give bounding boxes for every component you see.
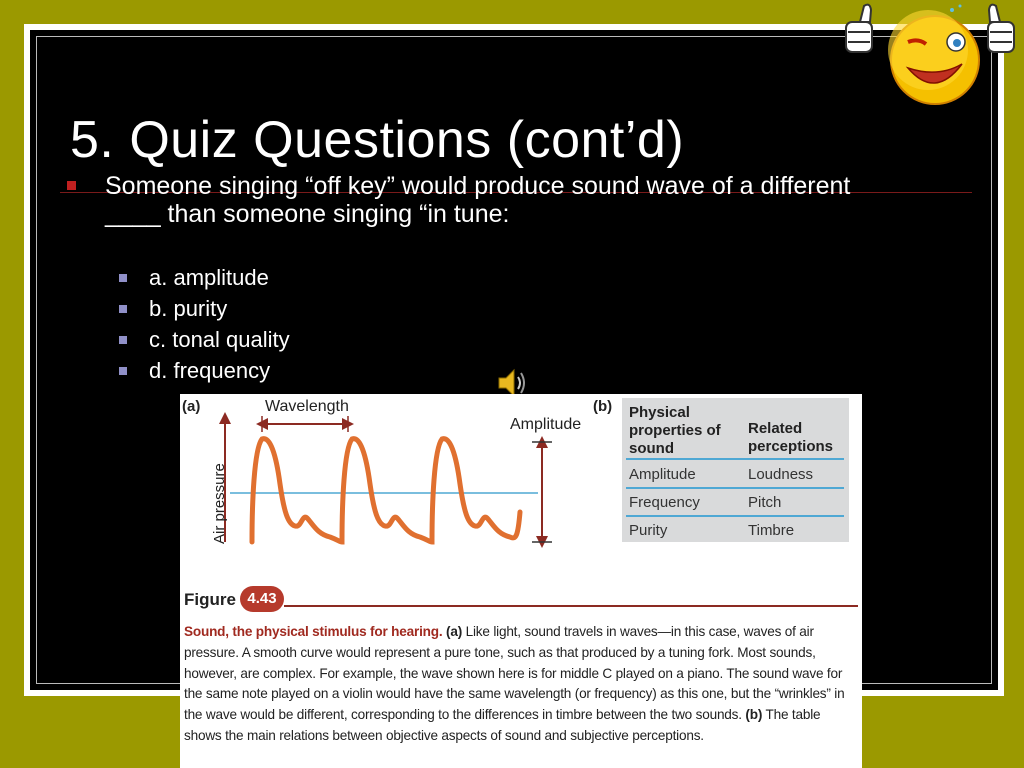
option-d: d. frequency bbox=[118, 355, 290, 386]
sub-bullet-marker bbox=[119, 305, 127, 313]
sound-properties-table bbox=[622, 398, 849, 542]
answer-options bbox=[118, 262, 290, 386]
figure-caption: Sound, the physical stimulus for hearing. (a) Like light, sound travels in waves—in this case, waves of air pressure. A smooth curve would represent a pure tone, such as that produced by a tuning fork. Most sounds, however, are complex. For example, the wave shown here is for middle C played on a piano. The sound wave for the same note played on a violin would have the same wavelength (or frequency) as this one, but the “wrinkles” in the wave would be different, corresponding to the differences in timbre between the two sounds. (b) The table shows the main relations between objective aspects of sound and subjective perceptions. bbox=[184, 624, 845, 743]
table-row: Purity Timbre bbox=[629, 522, 795, 539]
sub-bullet-marker bbox=[119, 336, 127, 344]
question-bullet bbox=[70, 172, 890, 228]
slide-title: 5. Quiz Questions (cont’d) bbox=[70, 111, 685, 169]
table-row: Frequency Pitch bbox=[629, 494, 782, 511]
figure-label: Figure bbox=[184, 590, 236, 609]
panel-a-label: (a) bbox=[182, 398, 201, 415]
question-text: Someone singing “off key” would produce sound wave of a different ____ than someone singing “in tune: bbox=[105, 172, 851, 228]
amplitude-label: Amplitude bbox=[510, 416, 582, 433]
winking-smiley-thumbs-up-icon bbox=[838, 0, 1024, 115]
option-c: c. tonal quality bbox=[118, 324, 290, 355]
figure-rule bbox=[284, 605, 858, 607]
table-header-physical: Physical properties of sound bbox=[629, 404, 721, 457]
air-pressure-label: Air pressure bbox=[211, 463, 228, 544]
wavelength-label: Wavelength bbox=[265, 398, 349, 415]
option-b: b. purity bbox=[118, 293, 290, 324]
bullet-marker bbox=[67, 181, 76, 190]
caption-heading: Sound, the physical stimulus for hearing. bbox=[184, 624, 443, 639]
sub-bullet-marker bbox=[119, 367, 127, 375]
option-a: a. amplitude bbox=[118, 262, 290, 293]
sub-bullet-marker bbox=[119, 274, 127, 282]
table-header-perceptions: Related perceptions bbox=[748, 420, 834, 455]
figure-number-badge: 4.43 bbox=[240, 586, 284, 612]
sound-wave bbox=[252, 439, 520, 542]
panel-b-label: (b) bbox=[593, 398, 613, 415]
sound-wave-figure bbox=[180, 394, 862, 768]
table-row: Amplitude Loudness bbox=[629, 466, 814, 483]
